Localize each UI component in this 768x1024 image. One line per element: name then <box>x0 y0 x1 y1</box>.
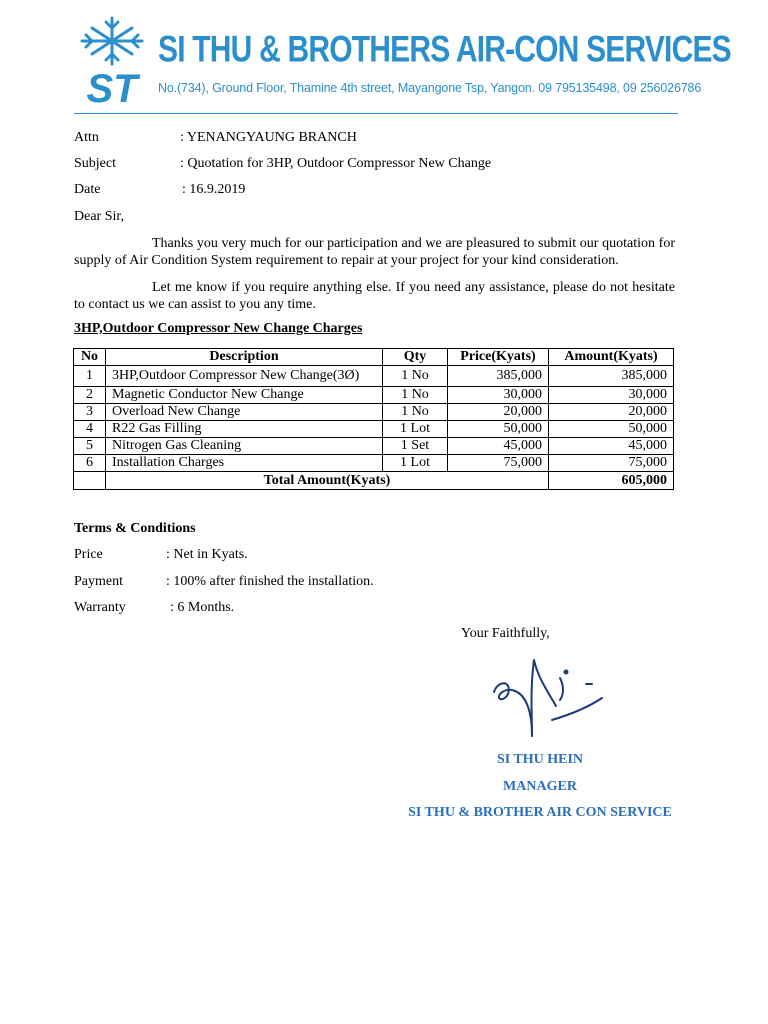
company-logo <box>72 14 152 106</box>
table-row <box>74 404 674 421</box>
date-value: : 16.9.2019 <box>182 182 246 197</box>
svg-text:ST: ST <box>86 67 138 106</box>
company-name: SI THU & BROTHERS AIR-CON SERVICES <box>158 30 731 71</box>
header-price: Price(Kyats) <box>448 349 549 366</box>
row-description: Installation Charges <box>106 455 383 472</box>
term-warranty-label: Warranty <box>74 600 126 615</box>
terms-title: Terms & Conditions <box>74 521 196 536</box>
signatory-company: SI THU & BROTHER AIR CON SERVICE <box>408 805 672 820</box>
table-row <box>74 438 674 455</box>
attn-value: : YENANGYAUNG BRANCH <box>180 130 357 145</box>
row-description: Overload New Change <box>106 404 383 421</box>
row-description: R22 Gas Filling <box>106 421 383 438</box>
row-qty: 1 No <box>383 404 448 421</box>
row-no: 5 <box>74 438 106 455</box>
table-row <box>74 366 674 387</box>
section-title: 3HP,Outdoor Compressor New Change Charges <box>74 321 363 336</box>
row-amount: 45,000 <box>549 438 674 455</box>
total-label: Total Amount(Kyats) <box>106 472 549 490</box>
term-price-label: Price <box>74 547 103 562</box>
row-qty: 1 Lot <box>383 455 448 472</box>
table-row <box>74 421 674 438</box>
row-no: 6 <box>74 455 106 472</box>
term-price-value: : Net in Kyats. <box>166 547 248 562</box>
row-no: 2 <box>74 387 106 404</box>
row-description: 3HP,Outdoor Compressor New Change(3Ø) <box>106 366 383 387</box>
term-warranty-value: : 6 Months. <box>170 600 235 615</box>
subject-label: Subject <box>74 156 116 171</box>
salutation: Dear Sir, <box>74 209 124 224</box>
row-amount: 385,000 <box>549 366 674 387</box>
row-qty: 1 Lot <box>383 421 448 438</box>
row-qty: 1 No <box>383 366 448 387</box>
row-price: 50,000 <box>448 421 549 438</box>
header-description: Description <box>106 349 383 366</box>
row-qty: 1 Set <box>383 438 448 455</box>
row-amount: 50,000 <box>549 421 674 438</box>
row-no: 3 <box>74 404 106 421</box>
row-price: 75,000 <box>448 455 549 472</box>
row-price: 385,000 <box>448 366 549 387</box>
attn-label: Attn <box>74 130 99 145</box>
signatory-title: MANAGER <box>503 779 577 794</box>
term-payment-label: Payment <box>74 574 123 589</box>
table-total-row <box>74 472 674 490</box>
header-amount: Amount(Kyats) <box>549 349 674 366</box>
table-row <box>74 387 674 404</box>
row-price: 45,000 <box>448 438 549 455</box>
assist-paragraph <box>74 279 675 313</box>
row-amount: 75,000 <box>549 455 674 472</box>
header-divider <box>74 113 678 114</box>
signatory-name: SI THU HEIN <box>496 752 584 767</box>
row-qty: 1 No <box>383 387 448 404</box>
company-address: No.(734), Ground Floor, Thamine 4th street, Mayangone Tsp, Yangon. 09 795135498, 09 256026786 <box>158 81 702 95</box>
table-header-row <box>74 349 674 366</box>
header-qty: Qty <box>383 349 448 366</box>
handwritten-signature <box>486 650 610 742</box>
intro-paragraph <box>74 235 675 269</box>
quotation-table <box>73 348 674 490</box>
row-amount: 30,000 <box>549 387 674 404</box>
table-row <box>74 455 674 472</box>
row-description: Nitrogen Gas Cleaning <box>106 438 383 455</box>
date-label: Date <box>74 182 101 197</box>
row-price: 30,000 <box>448 387 549 404</box>
total-blank-cell <box>74 472 106 490</box>
term-payment-value: : 100% after finished the installation. <box>166 574 374 589</box>
row-price: 20,000 <box>448 404 549 421</box>
total-value: 605,000 <box>549 472 674 490</box>
row-description: Magnetic Conductor New Change <box>106 387 383 404</box>
assist-paragraph-text: Let me know if you require anything else. If you need any assistance, please do not hesitate to contact us we can assist to you any time. <box>74 280 675 312</box>
row-no: 4 <box>74 421 106 438</box>
intro-paragraph-text: Thanks you very much for our participation and we are pleasured to submit our quotation for supply of Air Condition System requirement to repair at your project for your kind consideration. <box>74 236 675 268</box>
header-no: No <box>74 349 106 366</box>
subject-value: : Quotation for 3HP, Outdoor Compressor New Change <box>180 156 492 171</box>
row-no: 1 <box>74 366 106 387</box>
closing-text: Your Faithfully, <box>461 626 550 641</box>
row-amount: 20,000 <box>549 404 674 421</box>
